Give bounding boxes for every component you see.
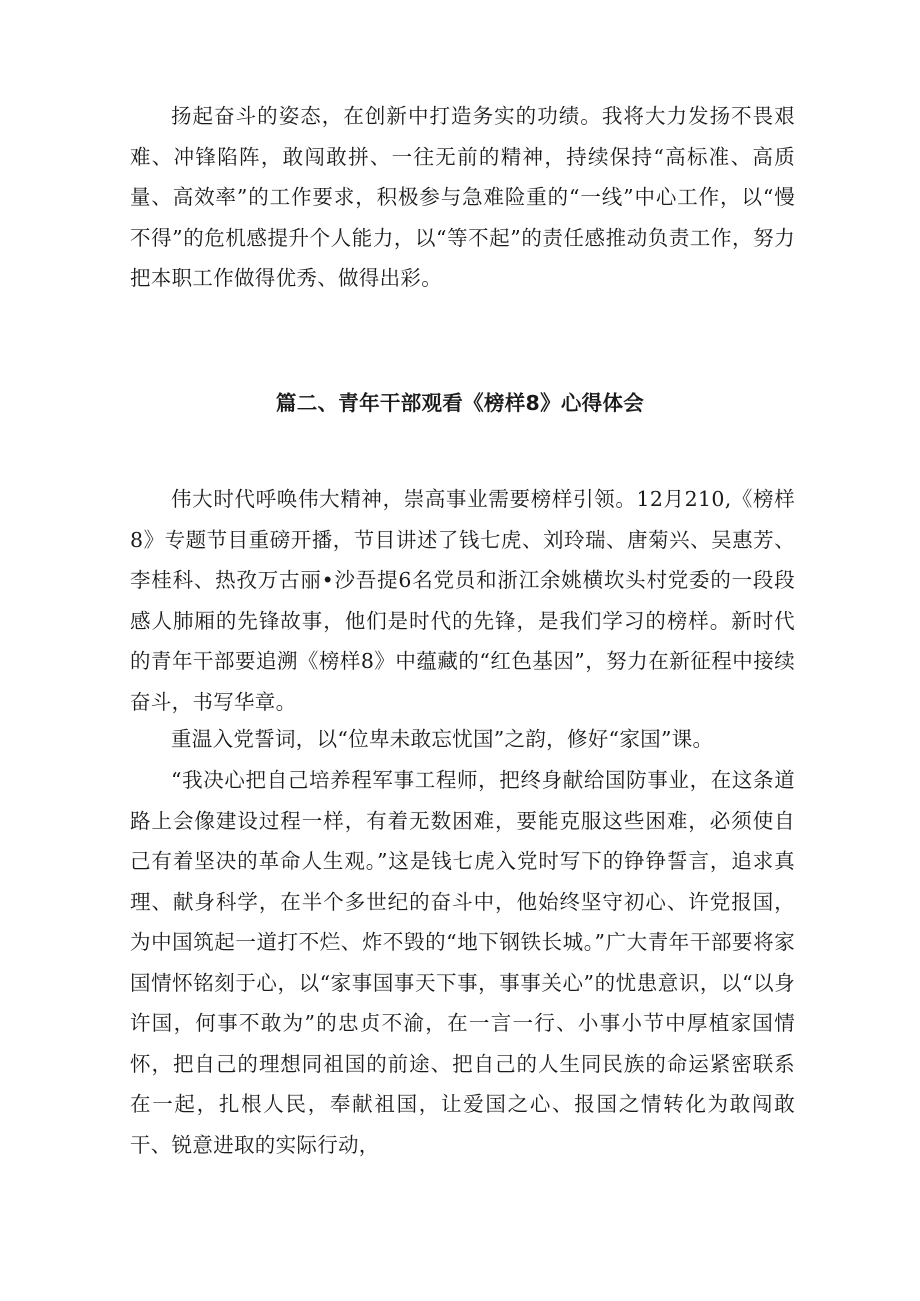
body-paragraph — [130, 96, 795, 299]
paragraph-text: 伟大时代呼唤伟大精神，崇高事业需要榜样引领。12月210,《榜样8》专题节目重磅开播，节目讲述了钱七虎、刘玲瑞、唐菊兴、吴惠芳、李桂科、热孜万古丽•沙吾提6名党员和浙江余姚横坎头村党委的一段段感人肺厢的先锋故事，他们是时代的先锋，是我们学习的榜样。新时代的青年干部要追溯《榜样8》中蕴藏的“红色基因”，努力在新征程中接续奋斗，书写华章。 — [130, 487, 795, 714]
paragraph-text: “我决心把自己培养程军事工程师，把终身献给国防事业，在这条道路上会像建设过程一样，有着无数困难，要能克服这些困难，必须使自己有着坚决的革命人生观。”这是钱七虎入党时写下的铮铮誓言，追求真理、献身科学，在半个多世纪的奋斗中，他始终坚守初心、许党报国，为中国筑起一道打不烂、炸不毁的“地下钢铁长城。”广大青年干部要将家国情怀铭刻于心，以“家事国事天下事，事事关心”的忧患意识，以“以身许国，何事不敢为”的忠贞不渝，在一言一行、小事小节中厚植家国情怀，把自己的理想同祖国的前途、把自己的人生同民族的命运紧密联系在一起，扎根人民，奉献祖国，让爱国之心、报国之情转化为敢闯敢干、锐意进取的实际行动， — [130, 768, 795, 1157]
paragraph-text: 扬起奋斗的姿态，在创新中打造务实的功绩。我将大力发扬不畏艰难、冲锋陷阵，敢闯敢拼、一往无前的精神，持续保持“高标准、高质量、高效率”的工作要求，积极参与急难险重的“一线”中心工作，以“慢不得”的危机感提升个人能力，以“等不起”的责任感推动负责工作，努力把本职工作做得优秀、做得出彩。 — [130, 104, 795, 290]
paragraph-text: 重温入党誓词，以“位卑未敢忘忧国”之韵，修好“家国”课。 — [171, 727, 714, 751]
body-paragraph — [130, 719, 795, 760]
body-paragraph — [130, 479, 795, 722]
section-heading: 篇二、青年干部观看《榜样8》心得体会 — [275, 391, 645, 415]
body-paragraph — [130, 760, 795, 1165]
